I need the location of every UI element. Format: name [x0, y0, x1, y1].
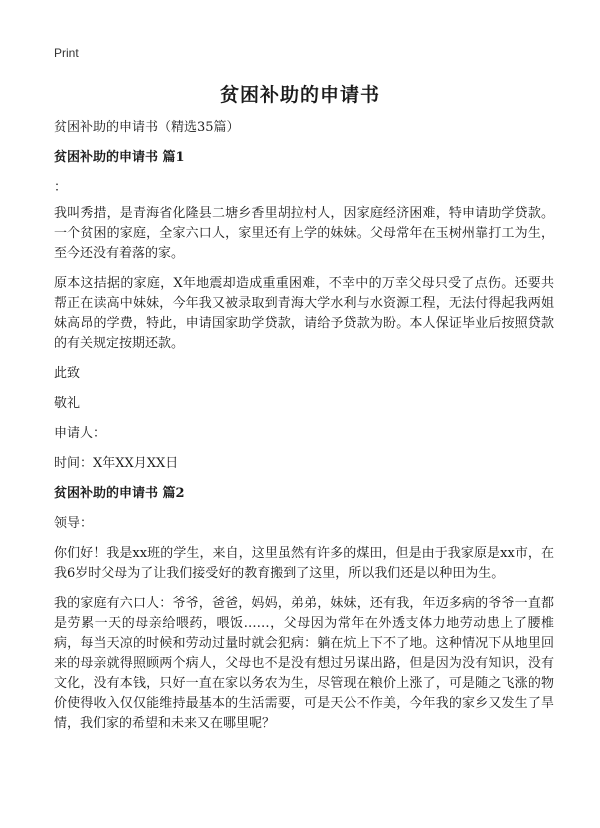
closing-line: 敬礼: [54, 396, 81, 411]
paragraph: 你们好！我是xx班的学生，来自，这里虽然有许多的煤田，但是由于我家原是xx市，在我6岁时父母为了让我们接受好的教育搬到了这里，所以我们还是以种田为生。: [54, 546, 554, 581]
salutation-1: ：: [54, 180, 68, 195]
closing-line: 此致: [54, 366, 81, 381]
section-heading-2: 贫困补助的申请书 篇2: [54, 486, 185, 501]
date-line: 时间：X年XX月XX日: [54, 456, 179, 471]
applicant-line: 申请人：: [54, 426, 107, 441]
section-heading-1: 贫困补助的申请书 篇1: [54, 150, 185, 165]
paragraph: 原本这拮据的家庭，X年地震却造成重重困难，不幸中的万幸父母只受了点伤。还要共帮正在读高中妹妹，今年我又被录取到青海大学水利与水资源工程，无法付得起我两姐妹高昂的学费，特此，申请国家助学贷款，请给予贷款为盼。本人保证毕业后按照贷款的有关规定按期还款。: [54, 276, 554, 351]
print-label: Print: [54, 46, 79, 60]
document-title: 贫困补助的申请书: [219, 84, 380, 106]
intro-line: 贫困补助的申请书（精选35篇）: [54, 120, 240, 135]
salutation-2: 领导：: [54, 516, 94, 531]
paragraph: 我的家庭有六口人：爷爷，爸爸，妈妈，弟弟，妹妹，还有我，年迈多病的爷爷一直都是劳累一天的母亲给喂药，喂饭……，父母因为常年在外透支体力地劳动患上了腰椎病，每当天凉的时候和劳动过量时就会犯病：躺在炕上下不了地。这种情况下从地里回来的母亲就得照顾两个病人，父母也不是没有想过另谋出路，但是因为没有知识，没有文化，没有本钱，只好一直在家以务农为生，尽管现在粮价上涨了，可是随之飞涨的物价使得收入仅仅能维持最基本的生活需要，可是天公不作美，今年我的家乡又发生了旱情，我们家的希望和未来又在哪里呢？: [54, 596, 554, 731]
document-body: [54, 118, 554, 744]
paragraph: 我叫秀措，是青海省化隆县二塘乡香里胡拉村人，因家庭经济困难，特申请助学贷款。一个贫困的家庭，全家六口人，家里还有上学的妹妹。父母常年在玉树州靠打工为生，至今还没有着落的家。: [54, 206, 554, 261]
